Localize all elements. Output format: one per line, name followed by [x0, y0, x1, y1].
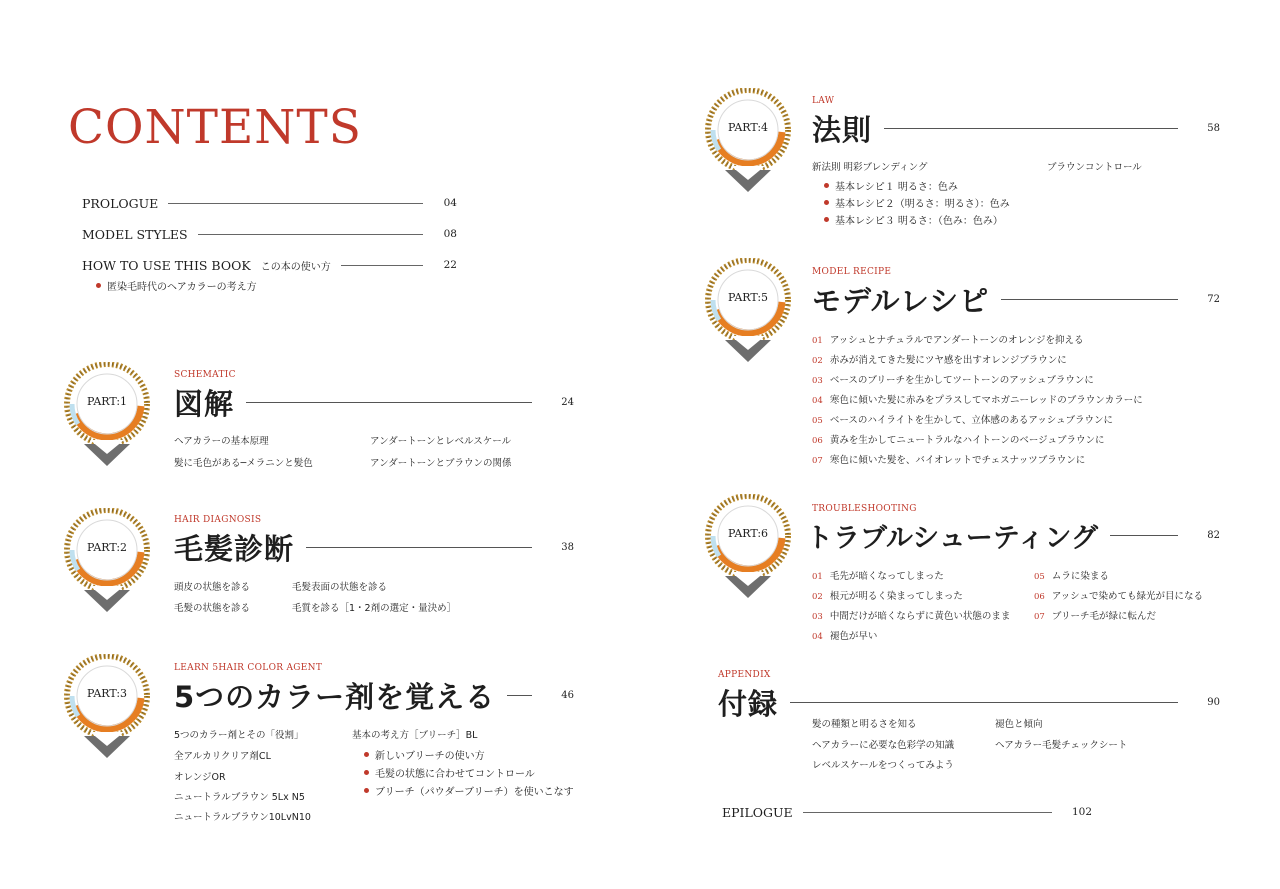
- page-number: 46: [561, 690, 574, 701]
- pin-label: PART:5: [727, 291, 769, 304]
- item-number: 01: [812, 572, 823, 582]
- part4-heading[interactable]: [812, 96, 1220, 149]
- toc-label: EPILOGUE: [722, 804, 793, 820]
- trouble-item[interactable]: [1034, 608, 1203, 628]
- part-jp-title: モデルレシピ: [812, 284, 990, 318]
- part3-pin[interactable]: [62, 654, 152, 759]
- appendix-jp-title: 付録: [718, 687, 779, 721]
- part3-bullets: [364, 745, 574, 799]
- trouble-item[interactable]: [1034, 588, 1203, 608]
- item-number: 06: [812, 436, 823, 446]
- item-text: ベースのハイライトを生かして、立体感のあるアッシュブラウンに: [829, 415, 1114, 426]
- page-number: 08: [443, 228, 457, 240]
- pin-label: PART:2: [86, 541, 128, 554]
- bullet-dot-icon: [824, 183, 829, 188]
- item-text: ベースのブリーチを生かしてツートーンのアッシュブラウンに: [829, 375, 1094, 386]
- part4-bullet[interactable]: [824, 177, 1010, 194]
- part6-heading[interactable]: [806, 504, 1220, 555]
- map-pin-icon: [703, 494, 793, 599]
- part3-item[interactable]: 基本の考え方［ブリーチ］BL: [352, 730, 478, 741]
- bullet-dot-icon: [364, 770, 369, 775]
- item-number: 03: [812, 376, 823, 386]
- item-text: 黄みを生かしてニュートラルなハイトーンのベージュブラウンに: [829, 435, 1105, 446]
- epilogue-row[interactable]: [722, 802, 1092, 822]
- bullet-text: 基本レシピ３ 明るさ：（色み：色み）: [835, 216, 1003, 227]
- leader-line: [306, 547, 532, 548]
- recipe-item[interactable]: [812, 432, 1143, 452]
- part4-bullet[interactable]: [824, 194, 1010, 211]
- contents-title: CONTENTS: [68, 100, 362, 155]
- bullet-dot-icon: [364, 752, 369, 757]
- leader-line: [198, 234, 423, 235]
- toc-prologue[interactable]: [82, 193, 457, 213]
- part5-pin[interactable]: [703, 258, 793, 363]
- part1-item[interactable]: アンダートーンとブラウンの関係: [370, 458, 512, 469]
- bullet-dot-icon: [96, 283, 101, 288]
- recipe-item[interactable]: [812, 452, 1143, 472]
- item-text: 寒色に傾いた髪に赤みをプラスしてマホガニーレッドのブラウンカラーに: [829, 395, 1143, 406]
- leader-line: [803, 812, 1052, 813]
- bullet-dot-icon: [824, 200, 829, 205]
- leader-line: [341, 265, 423, 266]
- item-text: 毛先が暗くなってしまった: [829, 571, 944, 582]
- part3-item[interactable]: オレンジOR: [174, 772, 226, 783]
- appendix-item[interactable]: 髪の種類と明るさを知る: [812, 719, 917, 730]
- part6-pin[interactable]: [703, 494, 793, 599]
- part1-heading[interactable]: [174, 370, 574, 423]
- item-number: 03: [812, 612, 823, 622]
- toc-sublabel: この本の使い方: [260, 261, 331, 273]
- appendix-item[interactable]: 褪色と傾向: [995, 719, 1043, 730]
- item-text: アッシュで染めても緑光が目になる: [1051, 591, 1203, 602]
- part2-item[interactable]: 頭皮の状態を診る: [174, 582, 251, 593]
- appendix-item[interactable]: ヘアカラーに必要な色彩学の知識: [812, 740, 955, 751]
- leader-line: [507, 695, 532, 696]
- appendix-en-title: APPENDIX: [718, 670, 771, 680]
- item-number: 07: [1034, 612, 1045, 622]
- part5-list: [812, 332, 1143, 472]
- leader-line: [246, 402, 532, 403]
- part1-item[interactable]: アンダートーンとレベルスケール: [370, 436, 512, 447]
- part6-left-list: [812, 568, 1010, 648]
- part-jp-title: トラブルシューティング: [806, 523, 1099, 554]
- page-number: 82: [1207, 530, 1220, 541]
- page-number: 22: [443, 259, 457, 271]
- part3-item[interactable]: ニュートラルブラウン10LvN10: [174, 812, 311, 823]
- toc-model-styles[interactable]: [82, 224, 457, 244]
- page-number: 58: [1207, 123, 1220, 134]
- trouble-item[interactable]: [812, 628, 1010, 648]
- recipe-item[interactable]: [812, 412, 1143, 432]
- page-number: 04: [443, 197, 457, 209]
- recipe-item[interactable]: [812, 372, 1143, 392]
- trouble-item[interactable]: [812, 588, 1010, 608]
- bullet-text: 基本レシピ２（明るさ：明るさ）：色み: [835, 199, 1010, 210]
- part-en-title: SCHEMATIC: [174, 370, 236, 380]
- map-pin-icon: [62, 362, 152, 467]
- part4-item[interactable]: ブラウンコントロール: [1047, 162, 1142, 173]
- item-text: 褪色が早い: [829, 631, 878, 642]
- part-jp-title: 法則: [812, 113, 873, 147]
- item-number: 02: [812, 356, 823, 366]
- item-number: 01: [812, 336, 823, 346]
- item-text: 寒色に傾いた髪を、バイオレットでチェスナッツブラウンに: [829, 455, 1086, 466]
- pin-label: PART:3: [86, 687, 128, 700]
- item-number: 06: [1034, 592, 1045, 602]
- recipe-item[interactable]: [812, 332, 1143, 352]
- part4-pin[interactable]: [703, 88, 793, 193]
- item-number: 02: [812, 592, 823, 602]
- leader-line: [1001, 299, 1178, 300]
- item-text: ムラに染まる: [1051, 571, 1109, 582]
- appendix-item[interactable]: ヘアカラー毛髪チェックシート: [995, 740, 1128, 751]
- trouble-item[interactable]: [812, 608, 1010, 628]
- part-en-title: MODEL RECIPE: [812, 267, 892, 277]
- bullet-dot-icon: [824, 217, 829, 222]
- part3-item[interactable]: 全アルカリクリア剤CL: [174, 751, 271, 762]
- toc-label: HOW TO USE THIS BOOK: [82, 257, 251, 273]
- part4-bullets: [824, 177, 1010, 228]
- part5-heading[interactable]: [812, 267, 1220, 320]
- front-matter: [82, 193, 457, 293]
- part-jp-title: 図解: [174, 387, 235, 421]
- part-en-title: LEARN 5HAIR COLOR AGENT: [174, 663, 323, 673]
- item-text: ブリーチ毛が緑に転んだ: [1051, 611, 1156, 622]
- part2-heading[interactable]: [174, 515, 574, 568]
- pin-label: PART:4: [727, 121, 769, 134]
- part3-item[interactable]: ニュートラルブラウン 5Lx N5: [174, 792, 305, 803]
- part1-pin[interactable]: [62, 362, 152, 467]
- toc-label: MODEL STYLES: [82, 226, 188, 242]
- leader-line: [1110, 535, 1178, 536]
- map-pin-icon: [62, 508, 152, 613]
- part2-item[interactable]: 毛髪表面の状態を診る: [292, 582, 388, 593]
- toc-bullet[interactable]: [96, 278, 457, 293]
- pin-label: PART:6: [727, 527, 769, 540]
- item-text: 赤みが消えてきた髪にツヤ感を出すオレンジブラウンに: [829, 355, 1067, 366]
- part4-bullet[interactable]: [824, 211, 1010, 228]
- part3-item[interactable]: 5つのカラー剤とその「役割」: [174, 730, 304, 741]
- part1-item[interactable]: ヘアカラーの基本原理: [174, 436, 269, 447]
- bullet-text: 新しいブリーチの使い方: [375, 750, 485, 762]
- page-number: 24: [561, 397, 574, 408]
- page-number: 102: [1071, 806, 1092, 818]
- part3-bullet[interactable]: [364, 745, 574, 763]
- item-text: 根元が明るく染まってしまった: [829, 591, 963, 602]
- item-number: 04: [812, 632, 823, 642]
- map-pin-icon: [62, 654, 152, 759]
- page-number: 72: [1207, 294, 1220, 305]
- part-en-title: LAW: [812, 96, 835, 106]
- part2-item[interactable]: 毛質を診る［1・2剤の選定・量決め］: [292, 603, 457, 614]
- part-jp-title: 毛髪診断: [174, 532, 295, 566]
- part3-bullet[interactable]: [364, 763, 574, 781]
- part4-item[interactable]: 新法則 明彩ブレンディング: [812, 162, 928, 173]
- trouble-item[interactable]: [1034, 568, 1203, 588]
- part-jp-title: 5つのカラー剤を覚える: [174, 680, 496, 714]
- item-number: 05: [1034, 572, 1045, 582]
- appendix-heading[interactable]: [718, 670, 1220, 723]
- part6-right-list: [1034, 568, 1203, 628]
- page-number: 90: [1207, 697, 1220, 708]
- part3-bullet[interactable]: [364, 781, 574, 799]
- part1-item[interactable]: 髪に毛色がある─メラニンと髪色: [174, 458, 313, 469]
- bullet-dot-icon: [364, 788, 369, 793]
- item-text: アッシュとナチュラルでアンダートーンのオレンジを抑える: [829, 335, 1084, 346]
- part-en-title: TROUBLESHOOTING: [812, 504, 917, 514]
- trouble-item[interactable]: [812, 568, 1010, 588]
- item-number: 05: [812, 416, 823, 426]
- item-text: 中間だけが暗くならずに黄色い状態のまま: [829, 611, 1011, 622]
- leader-line: [168, 203, 423, 204]
- part2-pin[interactable]: [62, 508, 152, 613]
- bullet-text: 匿染毛時代のヘアカラーの考え方: [107, 282, 257, 293]
- toc-how-to-use[interactable]: [82, 255, 457, 275]
- page-number: 38: [561, 542, 574, 553]
- bullet-text: ブリーチ（パウダーブリーチ）を使いこなす: [375, 786, 574, 798]
- appendix-item[interactable]: レベルスケールをつくってみよう: [812, 760, 954, 771]
- item-number: 07: [812, 456, 823, 466]
- item-number: 04: [812, 396, 823, 406]
- part2-item[interactable]: 毛髪の状態を診る: [174, 603, 251, 614]
- part-en-title: HAIR DIAGNOSIS: [174, 515, 262, 525]
- bullet-text: 基本レシピ１ 明るさ：色み: [835, 182, 958, 193]
- pin-label: PART:1: [86, 395, 128, 408]
- bullet-text: 毛髪の状態に合わせてコントロール: [375, 768, 535, 780]
- recipe-item[interactable]: [812, 392, 1143, 412]
- part3-heading[interactable]: [174, 663, 574, 716]
- toc-label: PROLOGUE: [82, 195, 159, 211]
- map-pin-icon: [703, 258, 793, 363]
- leader-line: [790, 702, 1178, 703]
- recipe-item[interactable]: [812, 352, 1143, 372]
- map-pin-icon: [703, 88, 793, 193]
- leader-line: [884, 128, 1178, 129]
